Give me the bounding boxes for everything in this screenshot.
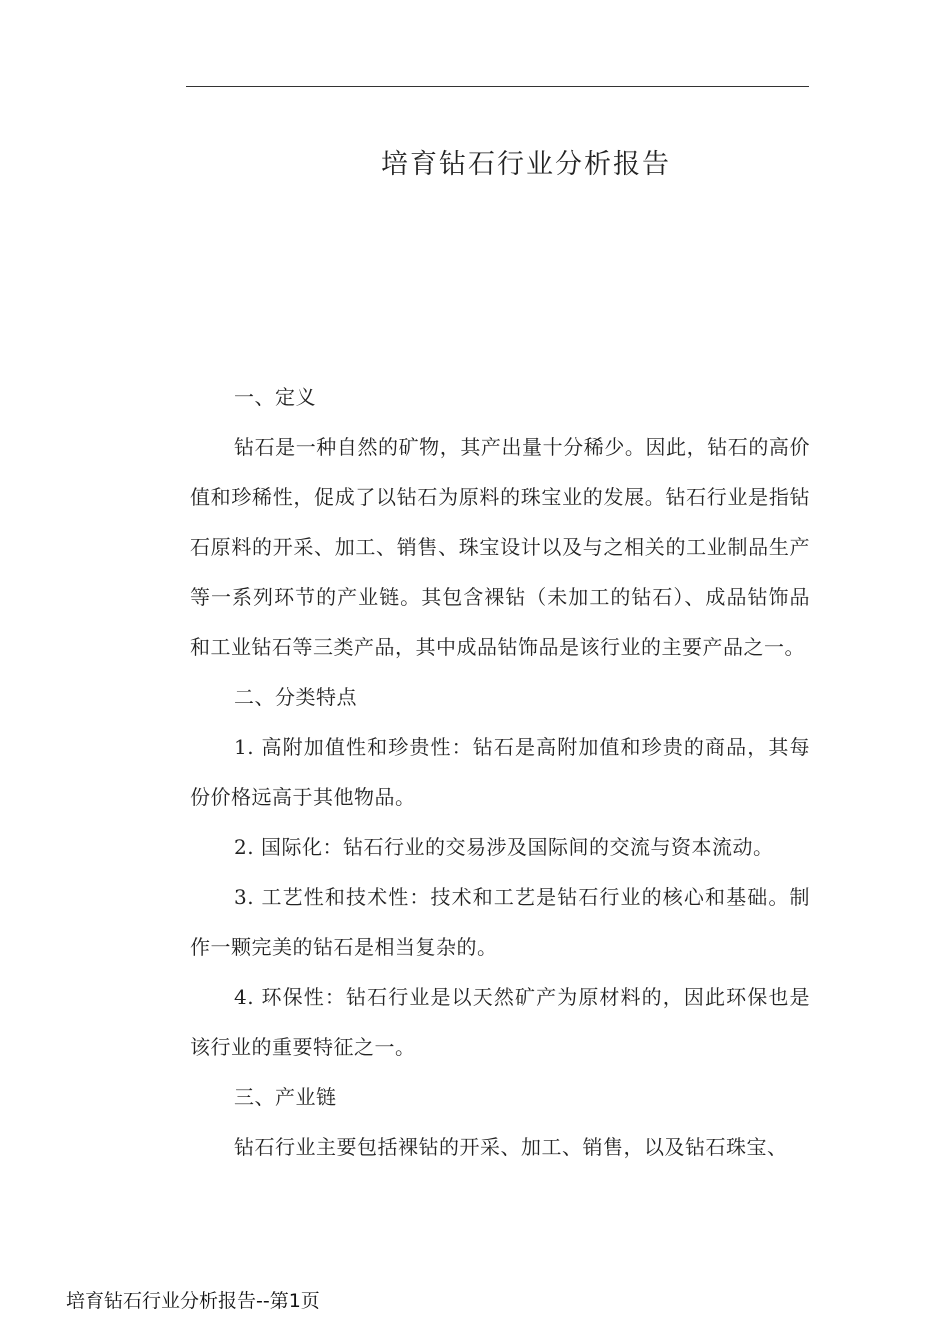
section-heading-definition: 一、定义	[234, 385, 316, 409]
page-footer: 培育钻石行业分析报告--第1页	[66, 1290, 320, 1312]
paragraph-definition: 钻石是一种自然的矿物，其产出量十分稀少。因此，钻石的高价值和珍稀性，促成了以钻石为原料的珠宝业的发展。钻石行业是指钻石原料的开采、加工、销售、珠宝设计以及与之相关的工业制品生产等一系列环节的产业链。其包含裸钻（未加工的钻石）、成品钻饰品和工业钻石等三类产品，其中成品钻饰品是该行业的主要产品之一。	[190, 435, 810, 659]
header-rule	[186, 86, 809, 87]
section-heading-industry-chain: 三、产业链	[234, 1085, 337, 1109]
paragraph-industry-chain: 钻石行业主要包括裸钻的开采、加工、销售，以及钻石珠宝、	[234, 1135, 788, 1159]
paragraph-feature-4: 4. 环保性：钻石行业是以天然矿产为原材料的，因此环保也是该行业的重要特征之一。	[190, 985, 810, 1059]
paragraph-feature-2: 2. 国际化：钻石行业的交易涉及国际间的交流与资本流动。	[234, 835, 774, 859]
paragraph-feature-1: 1. 高附加值性和珍贵性：钻石是高附加值和珍贵的商品，其每份价格远高于其他物品。	[190, 735, 810, 809]
document-title: 培育钻石行业分析报告	[381, 149, 671, 180]
document-body	[190, 372, 810, 1172]
paragraph-feature-3: 3. 工艺性和技术性：技术和工艺是钻石行业的核心和基础。制作一颗完美的钻石是相当复杂的。	[190, 885, 810, 959]
section-heading-classification: 二、分类特点	[234, 685, 357, 709]
